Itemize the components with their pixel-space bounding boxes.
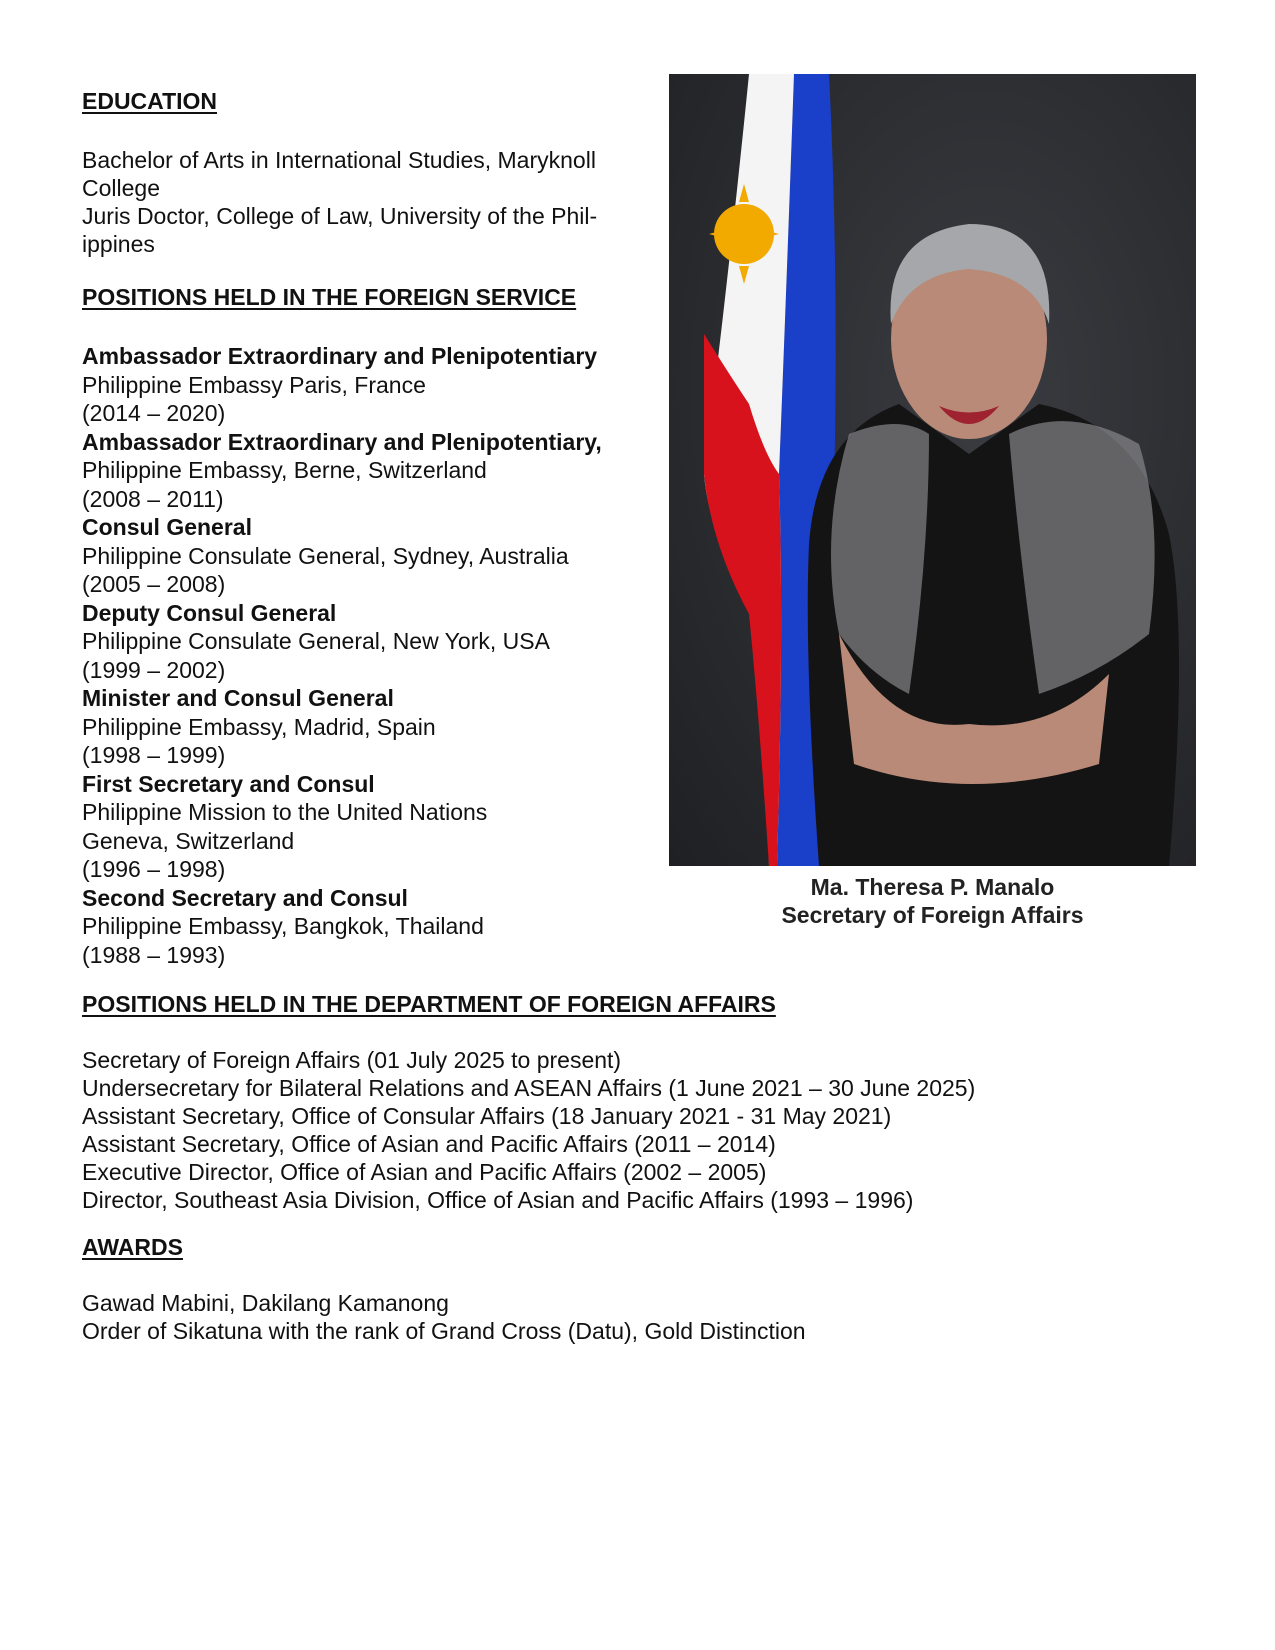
position-title: Ambassador Extraordinary and Plenipotentiary	[82, 343, 598, 369]
position-detail: Philippine Embassy Paris, France	[82, 371, 426, 398]
list-item: Undersecretary for Bilateral Relations and ASEAN Affairs (1 June 2021 – 30 June 2025)	[82, 1075, 976, 1101]
position-title: Second Secretary and Consul	[82, 884, 408, 911]
position-years: (1988 – 1993)	[82, 941, 226, 968]
position-title: Deputy Consul General	[82, 599, 337, 626]
position-detail: Geneva, Switzerland	[82, 827, 295, 854]
list-item: Gawad Mabini, Dakilang Kamanong	[82, 1290, 449, 1316]
foreign-service-list	[82, 342, 652, 969]
position-years: (1999 – 2002)	[82, 656, 226, 683]
education-heading: EDUCATION	[82, 88, 218, 114]
list-item	[82, 513, 652, 599]
position-title: Consul General	[82, 514, 252, 540]
position-years: (1996 – 1998)	[82, 856, 226, 882]
portrait-photo	[669, 74, 1196, 866]
education-line: Juris Doctor, College of Law, University of the Phil-	[82, 203, 598, 229]
dfa-list	[82, 1046, 975, 1214]
position-detail: Philippine Consulate General, Sydney, Australia	[82, 542, 569, 569]
education-line: Bachelor of Arts in International Studies, Maryknoll	[82, 147, 596, 173]
caption-title: Secretary of Foreign Affairs	[781, 902, 1084, 928]
list-item: Order of Sikatuna with the rank of Grand Cross (Datu), Gold Distinction	[82, 1318, 806, 1344]
list-item: Assistant Secretary, Office of Asian and Pacific Affairs (2011 – 2014)	[82, 1131, 776, 1157]
photo-caption	[669, 873, 1196, 929]
position-years: (2005 – 2008)	[82, 571, 226, 597]
dfa-heading: POSITIONS HELD IN THE DEPARTMENT OF FOREIGN AFFAIRS	[82, 991, 776, 1017]
position-title: First Secretary and Consul	[82, 770, 375, 797]
list-item: Assistant Secretary, Office of Consular Affairs (18 January 2021 - 31 May 2021)	[82, 1103, 892, 1129]
list-item: Secretary of Foreign Affairs (01 July 2025 to present)	[82, 1047, 622, 1073]
list-item	[82, 599, 652, 685]
list-item	[82, 428, 652, 514]
position-detail: Philippine Mission to the United Nations	[82, 799, 488, 825]
list-item	[82, 884, 652, 970]
person-figure	[808, 224, 1179, 866]
position-detail: Philippine Embassy, Berne, Switzerland	[82, 457, 487, 483]
position-years: (2008 – 2011)	[82, 485, 224, 512]
list-item	[82, 684, 652, 770]
education-line: College	[82, 175, 160, 201]
position-years: (2014 – 2020)	[82, 400, 226, 426]
position-detail: Philippine Embassy, Bangkok, Thailand	[82, 913, 484, 939]
position-title: Minister and Consul General	[82, 685, 394, 711]
position-title: Ambassador Extraordinary and Plenipotentiary,	[82, 428, 602, 455]
position-detail: Philippine Embassy, Madrid, Spain	[82, 713, 436, 740]
awards-heading: AWARDS	[82, 1234, 183, 1260]
list-item	[82, 342, 652, 428]
caption-name: Ma. Theresa P. Manalo	[810, 874, 1055, 900]
list-item: Executive Director, Office of Asian and Pacific Affairs (2002 – 2005)	[82, 1159, 767, 1185]
portrait-illustration	[669, 74, 1196, 866]
position-detail: Philippine Consulate General, New York, USA	[82, 628, 550, 654]
list-item: Director, Southeast Asia Division, Office of Asian and Pacific Affairs (1993 – 1996)	[82, 1187, 914, 1213]
education-list	[82, 146, 652, 258]
position-years: (1998 – 1999)	[82, 742, 226, 768]
awards-list	[82, 1289, 806, 1345]
list-item	[82, 770, 652, 884]
foreign-service-heading: POSITIONS HELD IN THE FOREIGN SERVICE	[82, 284, 577, 310]
education-line: ippines	[82, 231, 155, 257]
